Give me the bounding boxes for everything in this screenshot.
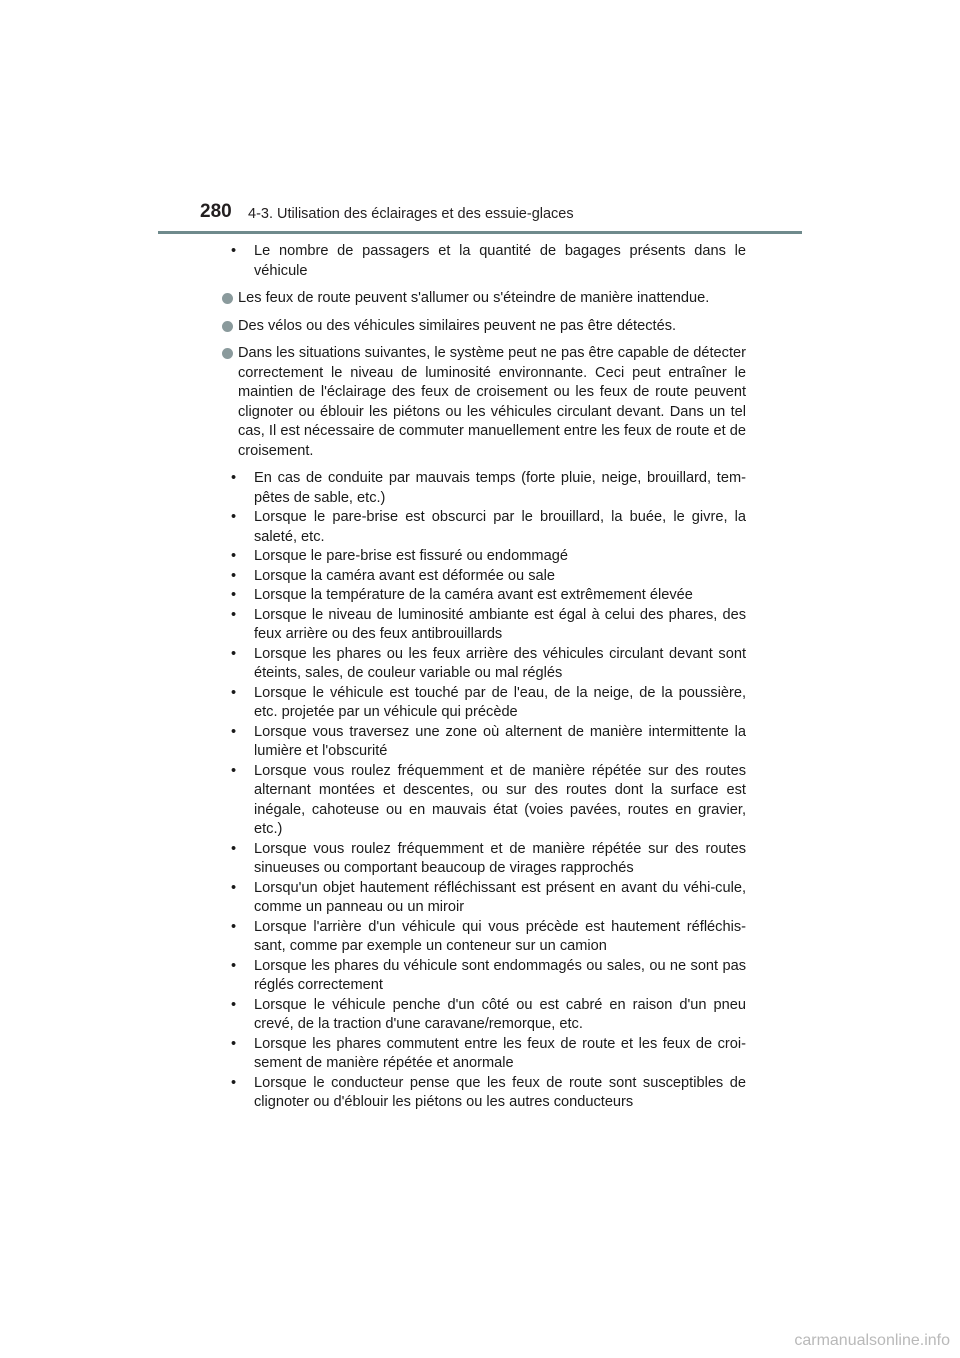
- situation-item: [231, 957, 746, 996]
- situation-item: [231, 762, 746, 840]
- situation-text: Lorsque la caméra avant est déformée ou sale: [254, 567, 555, 584]
- bullet-item: [222, 289, 746, 309]
- situation-text: Lorsque le pare-brise est fissuré ou endommagé: [254, 548, 568, 564]
- bullet-mark: •: [231, 684, 237, 701]
- situation-text: Lorsque le véhicule est touché par de l'eau, de la neige, de la poussière, etc. projetée par un véhicule qui précède: [254, 684, 746, 720]
- bullet-mark: •: [231, 470, 237, 486]
- bullet-mark: •: [231, 567, 237, 584]
- bullet-mark: •: [231, 996, 237, 1013]
- situation-item: [231, 879, 746, 918]
- situation-text: Lorsque le conducteur pense que les feux de route sont susceptibles de clignoter ou d'éblouir les piétons ou les autres conducteurs: [254, 1074, 746, 1110]
- bullet-mark: •: [231, 723, 237, 740]
- bullet-item: [222, 344, 746, 461]
- situations-list: [222, 469, 746, 1113]
- situation-item: [231, 567, 746, 587]
- bullet-text: Des vélos ou des véhicules similaires peuvent ne pas être détectés.: [238, 317, 677, 334]
- situation-text: Lorsque les phares commutent entre les feux de route et les feux de croi-sement de manière répétée et anormale: [254, 1035, 746, 1071]
- bullet-mark: •: [231, 957, 237, 974]
- bullet-text: Les feux de route peuvent s'allumer ou s'éteindre de manière inattendue.: [238, 290, 710, 306]
- page-content: [222, 242, 746, 1121]
- bullet-mark: •: [231, 1035, 237, 1052]
- bullet-dot-icon: [222, 321, 233, 332]
- bullet-mark: •: [231, 1074, 237, 1091]
- bullet-mark: •: [231, 587, 237, 603]
- bullet-mark: •: [231, 762, 237, 779]
- bullet-mark: •: [231, 509, 237, 525]
- bullet-item: [222, 317, 746, 337]
- situation-text: Lorsque les phares ou les feux arrière des véhicules circulant devant sont éteints, sales, de couleur variable ou mal réglés: [254, 645, 746, 681]
- situation-item: [231, 1035, 746, 1074]
- top-sub-list: [222, 242, 746, 281]
- situation-item: [231, 586, 746, 606]
- situation-text: Lorsque vous traversez une zone où alternent de manière intermittente la lumière et l'obscurité: [254, 723, 746, 759]
- bullet-mark: •: [231, 840, 237, 857]
- situation-item: [231, 645, 746, 684]
- bullet-mark: •: [231, 243, 237, 259]
- bullet-dot-icon: [222, 348, 233, 359]
- situation-text: Lorsque le véhicule penche d'un côté ou est cabré en raison d'un pneu crevé, de la traction d'une caravane/remorque, etc.: [254, 996, 746, 1032]
- bullet-mark: •: [231, 645, 237, 662]
- header-rule: [158, 231, 802, 234]
- bullet-mark: •: [231, 548, 237, 564]
- bullet-dot-icon: [222, 293, 233, 304]
- situation-text: Lorsque le niveau de luminosité ambiante est égal à celui des phares, des feux arrière ou des feux antibrouillards: [254, 606, 746, 642]
- situation-text: Lorsque vous roulez fréquemment et de manière répétée sur des routes sinueuses ou comportant beaucoup de virages rapprochés: [254, 840, 746, 876]
- situation-item: [231, 606, 746, 645]
- bullet-mark: •: [231, 606, 237, 623]
- bullet-mark: •: [231, 879, 237, 896]
- bullet-text: Dans les situations suivantes, le système peut ne pas être capable de détecter correctement le niveau de luminosité environnante. Ceci peut entraîner le maintien de l'éclairage des feux de croisement ou les feux de route peuvent clignoter ou éblouir les piétons ou les véhicules circulant devant. Dans un tel cas, Il est nécessaire de commuter manuellement entre les feux de route et de croisement.: [238, 345, 746, 459]
- situation-item: [231, 723, 746, 762]
- situation-text: Lorsqu'un objet hautement réfléchissant est présent en avant du véhi-cule, comme un panneau ou un miroir: [254, 879, 746, 915]
- situation-text: En cas de conduite par mauvais temps (forte pluie, neige, brouillard, tem-pêtes de sable, etc.): [254, 470, 746, 506]
- bullet-mark: •: [231, 918, 237, 935]
- situation-text: Lorsque vous roulez fréquemment et de manière répétée sur des routes alternant montées et descentes, ou sur des routes dont la surface est inégale, cahoteuse ou en mauvais état (voies pavées, routes en gravier, etc.): [254, 762, 746, 837]
- page-header: [0, 0, 960, 240]
- situation-text: Lorsque le pare-brise est obscurci par le brouillard, la buée, le givre, la saleté, etc.: [254, 509, 746, 545]
- situation-item: [231, 547, 746, 567]
- sub-list-item: [231, 242, 746, 281]
- situation-item: [231, 840, 746, 879]
- situation-item: [231, 1074, 746, 1113]
- situation-item: [231, 684, 746, 723]
- section-title: 4-3. Utilisation des éclairages et des essuie-glaces: [248, 206, 574, 222]
- page-number: 280: [200, 201, 232, 222]
- situation-text: Lorsque l'arrière d'un véhicule qui vous précède est hautement réfléchis-sant, comme par exemple un conteneur sur un camion: [254, 918, 746, 954]
- watermark: carmanualsonline.info: [794, 1332, 950, 1349]
- situation-item: [231, 918, 746, 957]
- situation-item: [231, 508, 746, 547]
- sub-list-item-text: Le nombre de passagers et la quantité de bagages présents dans le véhicule: [254, 243, 746, 279]
- situation-text: Lorsque les phares du véhicule sont endommagés ou sales, ou ne sont pas réglés correctement: [254, 957, 746, 993]
- situation-item: [231, 996, 746, 1035]
- situation-item: [231, 469, 746, 508]
- situation-text: Lorsque la température de la caméra avant est extrêmement élevée: [254, 587, 693, 603]
